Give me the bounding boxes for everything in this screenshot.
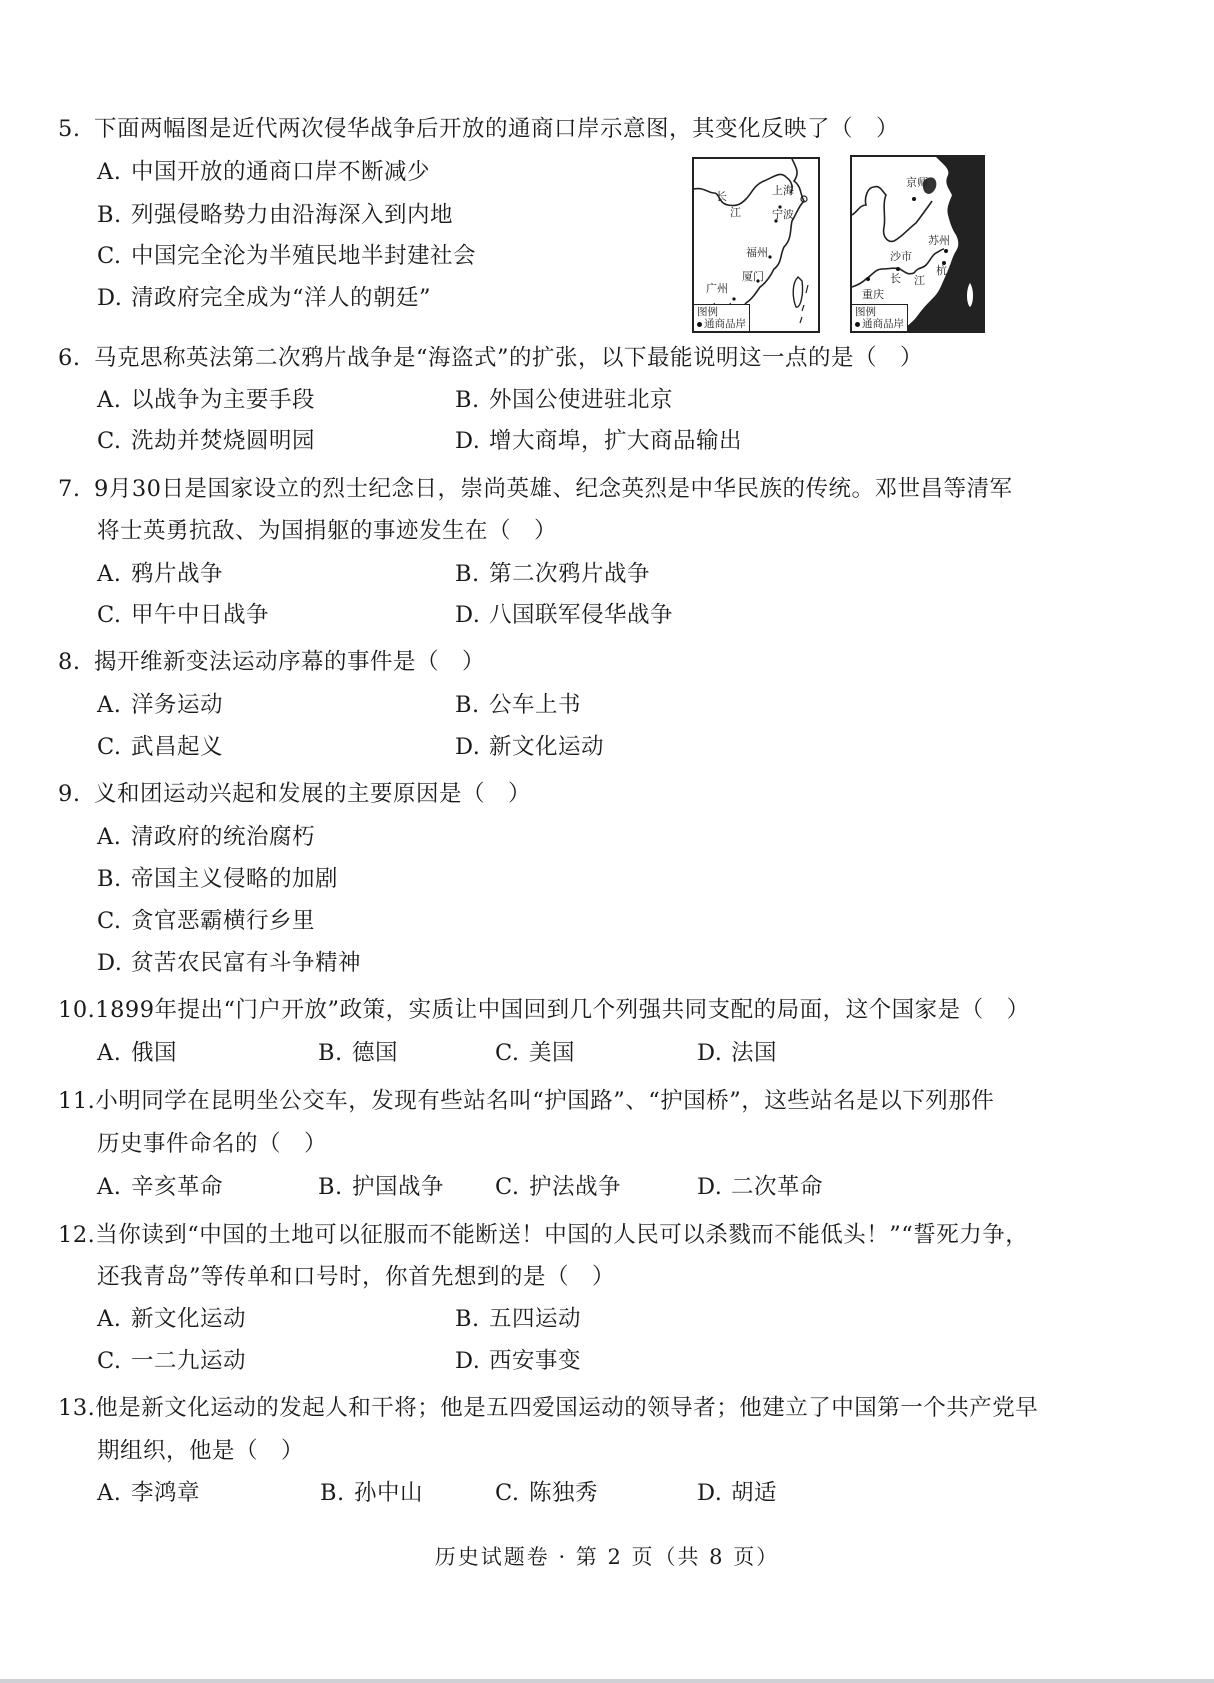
question-5-stem: 5. 下面两幅图是近代两次侵华战争后开放的通商口岸示意图，其变化反映了（ ） bbox=[58, 116, 900, 142]
question-11-option-c: C. 护法战争 bbox=[495, 1174, 622, 1200]
question-13-option-b: B. 孙中山 bbox=[320, 1480, 424, 1506]
question-11-option-b: B. 护国战争 bbox=[318, 1174, 445, 1200]
map-legend: 图例 通商品岸 bbox=[694, 304, 750, 331]
question-12-stem-line-2: 还我青岛”等传单和口号时，你首先想到的是（ ） bbox=[97, 1264, 616, 1290]
question-13-stem-line-2: 期组织，他是（ ） bbox=[97, 1438, 305, 1464]
question-12-option-b: B. 五四运动 bbox=[455, 1306, 582, 1332]
question-10-option-c: C. 美国 bbox=[495, 1040, 576, 1066]
port-dot-icon bbox=[697, 322, 702, 327]
map-legend: 图例 通商品岸 bbox=[852, 304, 908, 331]
question-7-stem-line-1: 7. 9月30日是国家设立的烈士纪念日，崇尚英雄、纪念英烈是中华民族的传统。邓世昌等清军 bbox=[58, 476, 1013, 502]
question-9-option-a: A. 清政府的统治腐朽 bbox=[97, 824, 316, 850]
question-9-option-b: B. 帝国主义侵略的加剧 bbox=[97, 866, 339, 892]
question-13-option-d: D. 胡适 bbox=[697, 1480, 778, 1506]
question-10-option-b: B. 德国 bbox=[318, 1040, 399, 1066]
question-7-option-d: D. 八国联军侵华战争 bbox=[455, 602, 674, 628]
question-5-option-c: C. 中国完全沦为半殖民地半封建社会 bbox=[97, 243, 477, 269]
map-first-opium-war-ports: 长 江 上海 宁波 福州 厦门 广州 图例 通商品岸 bbox=[692, 157, 820, 333]
question-11-stem-line-2: 历史事件命名的（ ） bbox=[97, 1131, 328, 1157]
question-13-stem-line-1: 13.他是新文化运动的发起人和干将；他是五四爱国运动的领导者；他建立了中国第一个共产党早 bbox=[58, 1395, 1039, 1421]
question-13-option-a: A. 李鸿章 bbox=[97, 1480, 201, 1506]
question-7-option-c: C. 甲午中日战争 bbox=[97, 602, 270, 628]
question-12-stem-line-1: 12.当你读到“中国的土地可以征服而不能断送！中国的人民可以杀戮而不能低头！”“誓死力争， bbox=[58, 1222, 1029, 1248]
question-5-option-b: B. 列强侵略势力由沿海深入到内地 bbox=[97, 202, 454, 228]
question-7-stem-line-2: 将士英勇抗敌、为国捐躯的事迹发生在（ ） bbox=[97, 518, 558, 544]
question-6-option-d: D. 增大商埠，扩大商品输出 bbox=[455, 428, 743, 454]
question-8-option-a: A. 洋务运动 bbox=[97, 692, 224, 718]
page-footer: 历史试题卷 · 第 2 页（共 8 页） bbox=[434, 1545, 780, 1569]
question-8-option-d: D. 新文化运动 bbox=[455, 734, 605, 760]
question-10-option-d: D. 法国 bbox=[697, 1040, 778, 1066]
scan-edge bbox=[0, 1679, 1214, 1683]
question-12-option-a: A. 新文化运动 bbox=[97, 1306, 247, 1332]
question-10-option-a: A. 俄国 bbox=[97, 1040, 178, 1066]
question-9-option-c: C. 贪官恶霸横行乡里 bbox=[97, 908, 316, 934]
question-12-option-d: D. 西安事变 bbox=[455, 1348, 582, 1374]
question-5-option-d: D. 清政府完全成为“洋人的朝廷” bbox=[97, 285, 432, 311]
question-6-option-c: C. 洗劫并焚烧圆明园 bbox=[97, 428, 316, 454]
question-8-stem: 8. 揭开维新变法运动序幕的事件是（ ） bbox=[58, 649, 486, 675]
question-10-stem: 10.1899年提出“门户开放”政策，实质让中国回到几个列强共同支配的局面，这个国家是（ ） bbox=[58, 997, 1030, 1023]
question-9-stem: 9. 义和团运动兴起和发展的主要原因是（ ） bbox=[58, 781, 532, 807]
question-5-option-a: A. 中国开放的通商口岸不断减少 bbox=[97, 159, 431, 185]
map-second-opium-war-ports: 京师 苏州 沙市 长 江 杭州 重庆 图例 通商品岸 bbox=[850, 155, 985, 333]
question-11-option-a: A. 辛亥革命 bbox=[97, 1174, 224, 1200]
question-7-option-b: B. 第二次鸦片战争 bbox=[455, 561, 651, 587]
port-dot-icon bbox=[855, 322, 860, 327]
question-6-stem: 6. 马克思称英法第二次鸦片战争是“海盗式”的扩张，以下最能说明这一点的是（ ） bbox=[58, 345, 924, 371]
question-12-option-c: C. 一二九运动 bbox=[97, 1348, 247, 1374]
question-8-option-b: B. 公车上书 bbox=[455, 692, 582, 718]
question-6-option-b: B. 外国公使进驻北京 bbox=[455, 387, 674, 413]
question-13-option-c: C. 陈独秀 bbox=[495, 1480, 599, 1506]
question-8-option-c: C. 武昌起义 bbox=[97, 734, 224, 760]
question-7-option-a: A. 鸦片战争 bbox=[97, 561, 224, 587]
question-11-stem-line-1: 11.小明同学在昆明坐公交车，发现有些站名叫“护国路”、“护国桥”，这些站名是以下列那件 bbox=[58, 1088, 995, 1114]
question-9-option-d: D. 贫苦农民富有斗争精神 bbox=[97, 950, 362, 976]
question-11-option-d: D. 二次革命 bbox=[697, 1174, 824, 1200]
question-6-option-a: A. 以战争为主要手段 bbox=[97, 387, 316, 413]
